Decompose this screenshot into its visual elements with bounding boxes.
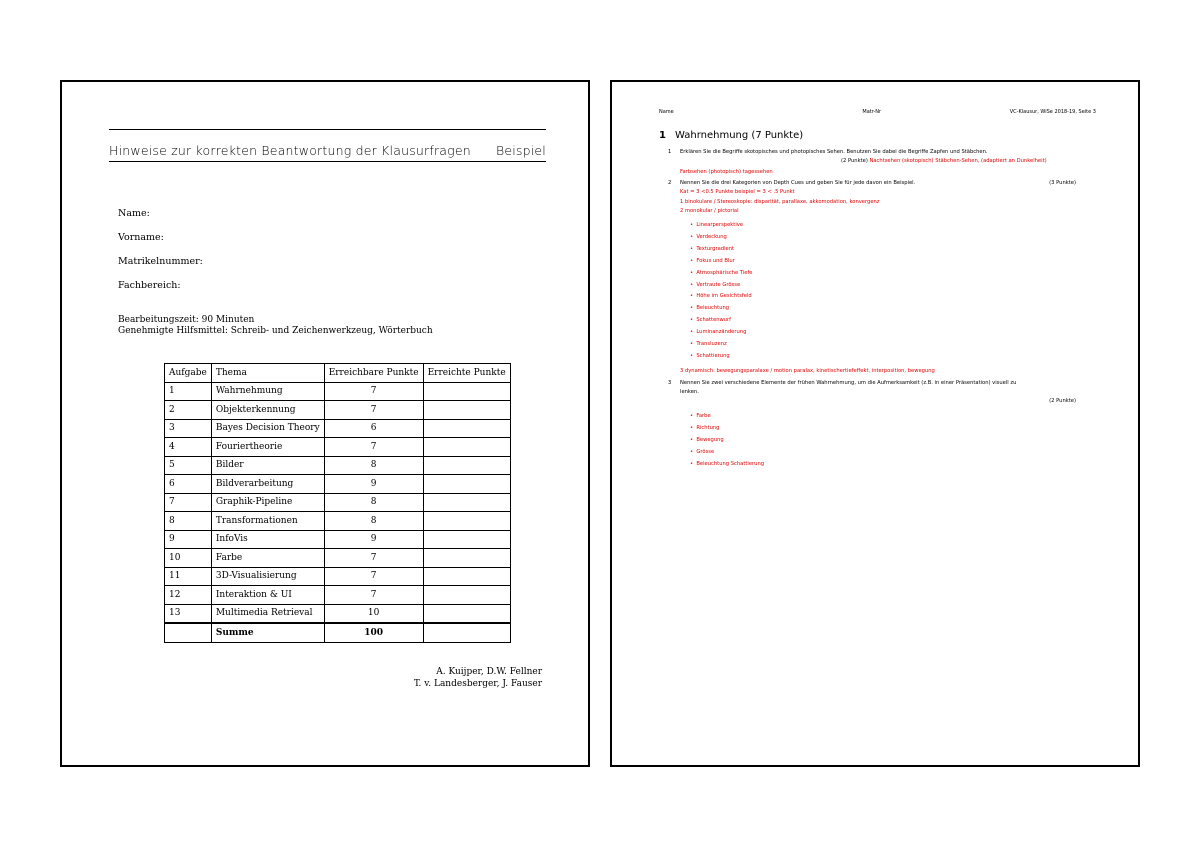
row-aufgabe: 4 [165,438,212,457]
page-header [659,109,1096,115]
sum-value: 100 [324,623,423,642]
row-thema: Fouriertheorie [211,438,324,457]
table-row [165,475,511,494]
q2-bullet-item [690,222,743,228]
bullet-text: Verdeckung [696,233,727,240]
bullet-text: Atmosphärische Tiefe [696,269,753,276]
row-aufgabe: 13 [165,604,212,623]
row-thema: Farbe [211,549,324,568]
table-row [165,549,511,568]
points-table [164,363,511,643]
bullet-text: Höhe im Gesichtsfeld [696,293,752,300]
col-header-erreichbare: Erreichbare Punkte [324,364,423,383]
table-row [165,401,511,420]
q3-bullet-item [690,425,719,431]
header-exam-info: VC-Klausur, WiSe 2018-19, Seite 3 [1009,109,1096,115]
page-tag: Beispiel [495,143,546,158]
row-erreichte-cell[interactable] [423,456,510,475]
table-row [165,438,511,457]
row-aufgabe: 10 [165,549,212,568]
bullet-icon: • [690,269,697,276]
row-thema: Bilder [211,456,324,475]
allowed-aids-text: Genehmigte Hilfsmittel: Schreib- und Zeichenwerkzeug, Wörterbuch [118,326,433,336]
q2-answer-line-1: Kat = 3 <0.5 Punkte beispiel = 3 < .5 Punkt [680,189,795,195]
q3-question: Nennen Sie zwei verschiedene Elemente der frühen Wahrnehmung, um die Aufmerksamkeit (z.B. in einer Präsentation) visuell zu [680,380,1017,386]
bullet-text: Texturgradient [696,245,735,252]
bullet-text: Transluzenz [696,341,727,347]
row-erreichbare: 8 [324,456,423,475]
bullet-text: Beleuchtung Schattierung [696,461,765,468]
bullet-text: Schattierung [696,352,730,359]
row-erreichbare: 9 [324,530,423,549]
q2-answer-line-2: 1 binokulare / Stereoskopie: disparität, parallaxe, akkomodation, konvergenz [680,199,880,205]
row-thema: Transformationen [211,512,324,531]
q2-bullet-item [690,341,727,347]
fachbereich-field[interactable]: Fachbereich: [118,280,181,291]
bullet-text: Farbe [696,413,711,419]
q2-bullet-item [690,317,731,323]
q1-text [668,149,988,155]
row-aufgabe: 3 [165,419,212,438]
row-thema: Multimedia Retrieval [211,604,324,623]
bullet-text: Grösse [696,449,715,456]
bullet-icon: • [690,257,697,264]
table-row [165,604,511,623]
q2-answer-end: 3 dynamisch: bewegungsparalaxe / motion paralax, kinetischertiefeffekt, interposition, bewegung [680,368,935,374]
q2-bullet-item [690,258,735,264]
table-row [165,512,511,531]
sum-label: Summe [211,623,324,642]
row-aufgabe: 8 [165,512,212,531]
row-erreichbare: 10 [324,604,423,623]
row-erreichte-cell[interactable] [423,549,510,568]
row-erreichte-cell[interactable] [423,512,510,531]
question-page [610,80,1140,767]
bullet-icon: • [690,281,697,288]
bullet-text: Bewegung [696,437,724,444]
col-header-thema: Thema [211,364,324,383]
bullet-icon: • [690,233,697,240]
q2-points: (3 Punkte) [1049,180,1076,186]
q2-bullet-item [690,234,727,240]
bullet-icon: • [690,413,697,419]
sum-blank [165,623,212,642]
header-matrnr: Matr-Nr [862,109,882,115]
row-erreichte-cell[interactable] [423,419,510,438]
duration-text: Bearbeitungszeit: 90 Minuten [118,315,255,325]
bullet-text: Linearperspektive [696,222,744,228]
row-aufgabe: 12 [165,586,212,605]
row-erreichbare: 7 [324,567,423,586]
q1-points: (2 Punkte) [841,158,868,164]
row-aufgabe: 9 [165,530,212,549]
row-erreichbare: 8 [324,493,423,512]
q2-bullet-item [690,293,752,299]
q2-bullet-item [690,282,740,288]
q2-bullet-item [690,270,752,276]
row-aufgabe: 1 [165,382,212,401]
bullet-icon: • [690,317,697,324]
table-row [165,456,511,475]
q1-answer-a: Nachtsehen (skotopisch) Stäbchen-Sehen, (adaptiert an Dunkelheit) [869,158,1047,164]
row-thema: Bildverarbeitung [211,475,324,494]
row-erreichbare: 7 [324,438,423,457]
q3-bullet-item [690,449,714,455]
row-thema: Wahrnehmung [211,382,324,401]
table-header-row [165,364,511,383]
matrikelnummer-field[interactable]: Matrikelnummer: [118,256,203,267]
row-erreichbare: 8 [324,512,423,531]
q3-number: 3 [668,380,672,386]
q2-answer-line-3: 2 monokular / pictorial [680,208,739,214]
bullet-icon: • [690,305,697,312]
bullet-icon: • [690,352,697,359]
table-row [165,493,511,512]
bullet-icon: • [690,461,697,468]
name-field[interactable]: Name: [118,208,150,219]
q1-question: Erklären Sie die Begriffe skotopisches und photopisches Sehen. Benutzen Sie dabei die Begriffe Zapfen und Stäbchen. [680,149,988,155]
col-header-erreichte: Erreichte Punkte [423,364,510,383]
bullet-text: Luminanzänderung [696,329,747,336]
sum-row [165,623,511,642]
bullet-icon: • [690,437,697,444]
row-erreichte-cell[interactable] [423,586,510,605]
q2-bullet-item [690,305,729,311]
row-erreichte-cell[interactable] [423,438,510,457]
row-erreichte-cell[interactable] [423,382,510,401]
authors [414,667,542,690]
q1-answer-b: Farbsehen (photopisch) tagessehen [680,169,773,175]
row-erreichte-cell[interactable] [423,493,510,512]
table-row [165,586,511,605]
row-thema: Graphik-Pipeline [211,493,324,512]
table-row [165,567,511,586]
row-erreichbare: 9 [324,475,423,494]
table-row [165,382,511,401]
q1-points-line [841,158,1047,164]
row-erreichte-cell[interactable] [423,530,510,549]
row-aufgabe: 2 [165,401,212,420]
q3-bullet-item [690,437,724,443]
row-thema: Bayes Decision Theory [211,419,324,438]
row-erreichbare: 7 [324,549,423,568]
bullet-icon: • [690,222,697,228]
row-aufgabe: 6 [165,475,212,494]
title-row [109,143,546,158]
row-aufgabe: 11 [165,567,212,586]
q3-points: (2 Punkte) [1049,398,1076,404]
bullet-icon: • [690,449,697,456]
bullet-icon: • [690,293,697,300]
header-name: Name [659,109,674,115]
q2-number: 2 [668,180,672,186]
cover-page [60,80,590,767]
bullet-icon: • [690,245,697,252]
col-header-aufgabe: Aufgabe [165,364,212,383]
bullet-text: Vertraute Grösse [696,281,741,288]
q2-bullet-item [690,329,746,335]
section-heading [659,130,803,141]
title-rule-bottom [109,161,546,162]
table-row [165,530,511,549]
authors-line-1: A. Kuijper, D.W. Fellner [436,667,542,677]
sum-achieved-cell[interactable] [423,623,510,642]
row-aufgabe: 7 [165,493,212,512]
q2-bullet-item [690,246,734,252]
vorname-field[interactable]: Vorname: [118,232,164,243]
row-thema: Objekterkennung [211,401,324,420]
q2-question: Nennen Sie die drei Kategorien von Depth Cues und geben Sie für jede davon ein Beispiel. [680,180,916,186]
row-aufgabe: 5 [165,456,212,475]
authors-line-2: T. v. Landesberger, J. Fauser [413,678,542,689]
q3-text [668,380,1016,386]
exam-info [118,315,433,337]
q3-bullet-item [690,461,764,467]
row-thema: 3D-Visualisierung [211,567,324,586]
row-thema: Interaktion & UI [211,586,324,605]
q2-bullet-item [690,353,730,359]
row-erreichte-cell[interactable] [423,567,510,586]
row-erreichte-cell[interactable] [423,604,510,623]
row-erreichbare: 7 [324,401,423,420]
title-rule-top [109,129,546,130]
row-erreichbare: 6 [324,419,423,438]
bullet-text: Schattenwurf [696,317,732,324]
q3-bullet-item [690,413,711,419]
section-title: Wahrnehmung (7 Punkte) [675,130,804,141]
q3-question-cont: lenken. [680,389,699,395]
bullet-text: Richtung [696,425,720,432]
bullet-icon: • [690,341,697,347]
row-erreichte-cell[interactable] [423,401,510,420]
row-erreichbare: 7 [324,382,423,401]
page-title: Hinweise zur korrekten Beantwortung der Klausurfragen [109,143,471,158]
table-row [165,419,511,438]
q2-text [668,180,915,186]
row-thema: InfoVis [211,530,324,549]
row-erreichte-cell[interactable] [423,475,510,494]
bullet-icon: • [690,329,697,336]
bullet-icon: • [690,425,697,432]
section-number: 1 [659,130,666,141]
bullet-text: Beleuchtung [696,305,730,312]
row-erreichbare: 7 [324,586,423,605]
bullet-text: Fokus und Blur [696,257,735,264]
q1-number: 1 [668,149,672,155]
